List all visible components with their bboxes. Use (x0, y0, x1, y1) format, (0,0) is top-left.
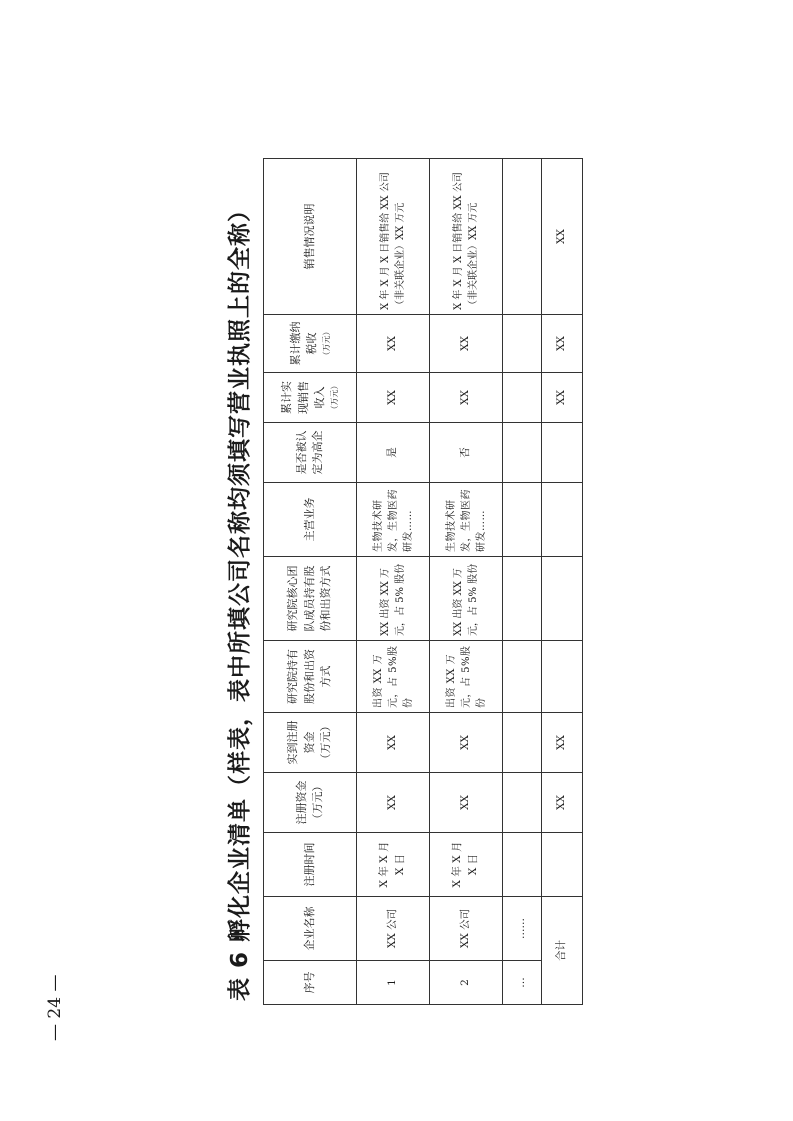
cell-paid-capital: XX (356, 713, 429, 773)
cell-institute-share: 出资 XX 万元，占 5%股份 (356, 641, 429, 713)
header-reg-capital-label: 注册资金 (294, 780, 307, 825)
header-sales-label: 累计实现销售收入 (279, 381, 326, 414)
cell-empty (502, 483, 541, 557)
cell-empty (502, 557, 541, 641)
cell-main-business: 生物技术研发，生物医药研发…… (429, 483, 502, 557)
header-tax-label: 累计缴纳税收 (288, 321, 318, 366)
cell-sales: XX (356, 373, 429, 423)
cell-reg-capital: XX (429, 773, 502, 833)
cell-reg-time: X 年 X 月 X 日 (429, 833, 502, 897)
cell-empty (541, 557, 582, 641)
total-row (541, 159, 582, 1005)
cell-sales: XX (429, 373, 502, 423)
table-caption: 表 6 孵化企业清单（样表，表中所填公司名称均须填写营业执照上的全称） (226, 197, 253, 1001)
header-paid-capital (263, 713, 356, 773)
cell-seq: 1 (356, 961, 429, 1005)
header-reg-capital (263, 773, 356, 833)
header-sales (263, 373, 356, 423)
header-paid-capital-unit: （万元） (318, 720, 332, 765)
cell-empty (502, 423, 541, 483)
cell-team-share: XX 出资 XX 万元，占 5% 股份 (356, 557, 429, 641)
cell-seq: 2 (429, 961, 502, 1005)
cell-main-business: 生物技术研发，生物医药研发…… (356, 483, 429, 557)
cell-institute-share: 出资 XX 万元，占 5%股份 (429, 641, 502, 713)
cell-empty (502, 713, 541, 773)
cell-high-tech: 否 (429, 423, 502, 483)
cell-high-tech: 是 (356, 423, 429, 483)
total-sales: XX (541, 373, 582, 423)
cell-tax: XX (356, 315, 429, 373)
header-paid-capital-label: 实到注册资金 (285, 720, 316, 765)
cell-sales-note: X 年 X 月 X 日销售给 XX 公司（非关联企业）XX 万元 (356, 159, 429, 315)
cell-empty (502, 315, 541, 373)
cell-empty (541, 483, 582, 557)
header-row (263, 159, 356, 1005)
header-tax (263, 315, 356, 373)
incubated-enterprises-table (263, 158, 583, 1005)
cell-empty (502, 373, 541, 423)
total-reg-capital: XX (541, 773, 582, 833)
header-main-business: 主营业务 (263, 483, 356, 557)
ellipsis-row (502, 159, 541, 1005)
table-row (429, 159, 502, 1005)
cell-tax: XX (429, 315, 502, 373)
cell-empty (541, 641, 582, 713)
cell-reg-capital: XX (356, 773, 429, 833)
cell-paid-capital: XX (429, 713, 502, 773)
cell-empty (502, 159, 541, 315)
cell-empty (541, 423, 582, 483)
header-reg-time: 注册时间 (263, 833, 356, 897)
cell-name: …… (502, 897, 541, 961)
header-sales-unit: （万元） (329, 381, 339, 414)
page-number: — 24 — (45, 974, 65, 1041)
total-label: 合计 (541, 897, 582, 1005)
header-reg-capital-unit: （万元） (310, 780, 324, 825)
header-institute-share: 研究院持有股份和出资方式 (263, 641, 356, 713)
cell-name: XX 公司 (356, 897, 429, 961)
cell-reg-time: X 年 X 月 X 日 (356, 833, 429, 897)
cell-empty (541, 833, 582, 897)
cell-team-share: XX 出资 XX 万元，占 5% 股份 (429, 557, 502, 641)
total-paid-capital: XX (541, 713, 582, 773)
cell-sales-note: X 年 X 月 X 日销售给 XX 公司（非关联企业）XX 万元 (429, 159, 502, 315)
header-high-tech: 是否被认定为高企 (263, 423, 356, 483)
header-seq: 序号 (263, 961, 356, 1005)
header-team-share: 研究院核心团队成员持有股份和出资方式 (263, 557, 356, 641)
cell-empty (502, 833, 541, 897)
header-tax-unit: （万元） (321, 327, 330, 360)
header-name: 企业名称 (263, 897, 356, 961)
header-sales-note: 销售情况说明 (263, 159, 356, 315)
cell-name: XX 公司 (429, 897, 502, 961)
cell-empty (502, 641, 541, 713)
cell-empty (502, 773, 541, 833)
table-row (356, 159, 429, 1005)
rotated-table-sheet (207, 143, 587, 1023)
total-tax: XX (541, 315, 582, 373)
cell-seq: … (502, 961, 541, 1005)
total-sales-note: XX (541, 159, 582, 315)
